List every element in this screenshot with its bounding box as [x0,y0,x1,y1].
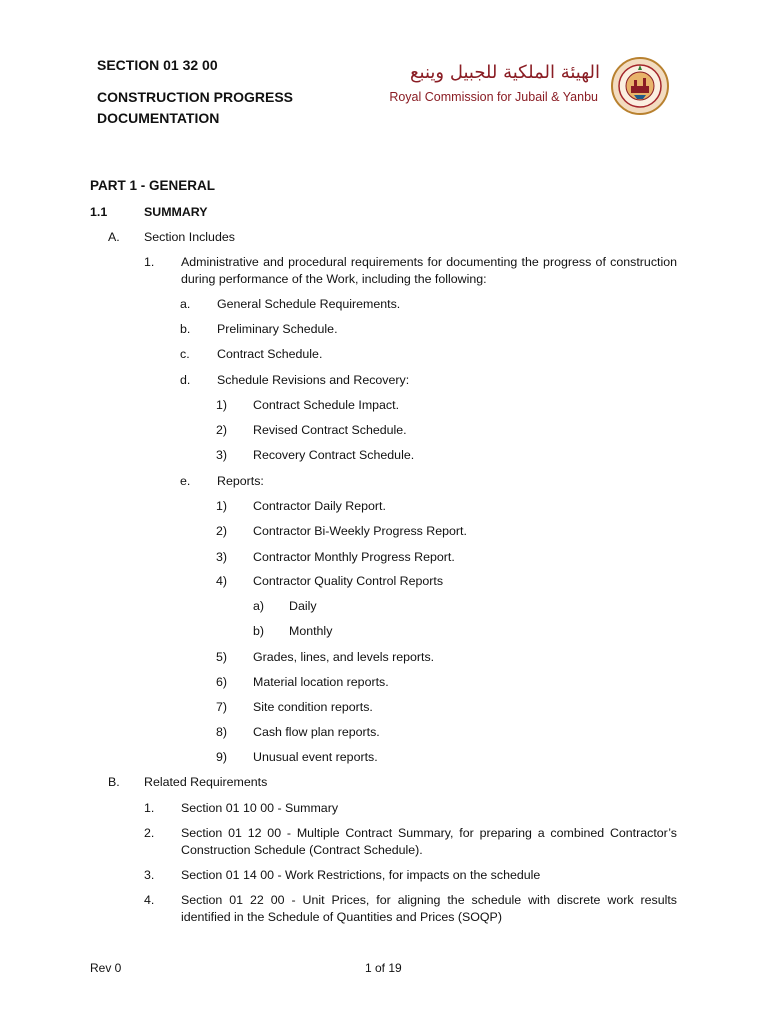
paragraph-text: Related Requirements [144,775,268,789]
list-item-label: 2. [144,826,155,840]
list-item-text: Preliminary Schedule. [217,322,338,336]
list-item-label: 7) [216,700,228,714]
list-item-label: 9) [216,750,228,764]
paragraph-label: A. [108,230,120,244]
list-item [216,749,676,766]
list-item-label: b. [180,322,191,336]
article-number: 1.1 [90,205,108,219]
footer-page-number: 1 of 19 [365,961,402,975]
list-item-label: 5) [216,650,228,664]
list-item [216,447,676,464]
paragraph-a [108,229,688,246]
footer-revision: Rev 0 [90,961,122,975]
royal-commission-emblem-icon [610,56,670,116]
list-item-label: 2) [216,524,228,538]
list-item-text: Contract Schedule. [217,347,323,361]
list-item-label: 1) [216,499,228,513]
list-item-label: d. [180,373,191,387]
list-item-text: Contractor Quality Control Reports [253,574,444,588]
list-item-text: Grades, lines, and levels reports. [253,650,435,664]
list-item [216,397,676,414]
logo-arabic-text: الهيئة الملكية للجبيل وينبع [409,62,600,83]
list-item-label: 3) [216,448,228,462]
list-item-text: Section 01 10 00 - Summary [181,801,339,815]
paragraph-label: 1. [144,255,155,269]
list-item-text: Daily [289,599,317,613]
list-item-label: 1. [144,801,155,815]
part-heading: PART 1 - GENERAL [90,178,216,193]
list-item-label: e. [180,474,191,488]
list-item-text: Contractor Monthly Progress Report. [253,550,455,564]
list-item-text: Reports: [217,474,264,488]
list-item [180,296,680,313]
list-item-label: a. [180,297,191,311]
list-item-label: b) [253,624,265,638]
list-item [144,867,677,884]
list-item [216,549,676,566]
list-item [144,800,677,817]
list-item-text: Section 01 22 00 - Unit Prices, for aligning the schedule with discrete work results identified in the Schedule of Quantities and Prices (SOQP) [181,893,677,924]
section-number: SECTION 01 32 00 [97,57,218,73]
list-item-text: Monthly [289,624,333,638]
paragraph-text: Section Includes [144,230,235,244]
list-item-text: Revised Contract Schedule. [253,423,407,437]
list-item-label: a) [253,599,265,613]
list-item [180,346,680,363]
list-item-label: 8) [216,725,228,739]
article-heading [90,204,690,221]
list-item-text: Material location reports. [253,675,389,689]
list-item-text: Cash flow plan reports. [253,725,380,739]
list-item-label: 3) [216,550,228,564]
list-item-label: 2) [216,423,228,437]
paragraph-text: Administrative and procedural requirements for documenting the progress of construction during performance of the Work, including the following: [181,255,677,286]
list-item [216,699,676,716]
list-item-label: 4) [216,574,228,588]
list-item [216,422,676,439]
list-item [180,321,680,338]
list-item-text: Section 01 12 00 - Multiple Contract Summary, for preparing a combined Contractor’s Construction Schedule (Contract Schedule). [181,826,677,857]
list-item [253,623,673,640]
section-title: CONSTRUCTION PROGRESS DOCUMENTATION [97,89,294,126]
list-item-text: Contractor Bi-Weekly Progress Report. [253,524,467,538]
list-item-label: 1) [216,398,228,412]
list-item-text: Contract Schedule Impact. [253,398,400,412]
list-item [144,892,677,928]
royal-commission-logo [389,56,680,120]
list-item-text: Section 01 14 00 - Work Restrictions, for impacts on the schedule [181,868,541,882]
list-item-text: Unusual event reports. [253,750,378,764]
list-item [144,825,677,861]
list-item [180,372,680,389]
paragraph-a1 [144,254,677,290]
paragraph-b [108,774,688,791]
list-item [216,498,676,515]
list-item [180,473,680,490]
list-item-label: 4. [144,893,155,907]
list-item [216,523,676,540]
list-item-text: Schedule Revisions and Recovery: [217,373,410,387]
list-item [253,598,673,615]
list-item [216,573,676,590]
paragraph-label: B. [108,775,120,789]
list-item-label: c. [180,347,190,361]
logo-english-text: Royal Commission for Jubail & Yanbu [389,90,598,104]
list-item [216,724,676,741]
article-title: SUMMARY [144,205,208,219]
list-item-text: Contractor Daily Report. [253,499,386,513]
list-item [216,649,676,666]
list-item-text: General Schedule Requirements. [217,297,401,311]
list-item [216,674,676,691]
list-item-text: Site condition reports. [253,700,373,714]
list-item-text: Recovery Contract Schedule. [253,448,415,462]
list-item-label: 6) [216,675,228,689]
list-item-label: 3. [144,868,155,882]
